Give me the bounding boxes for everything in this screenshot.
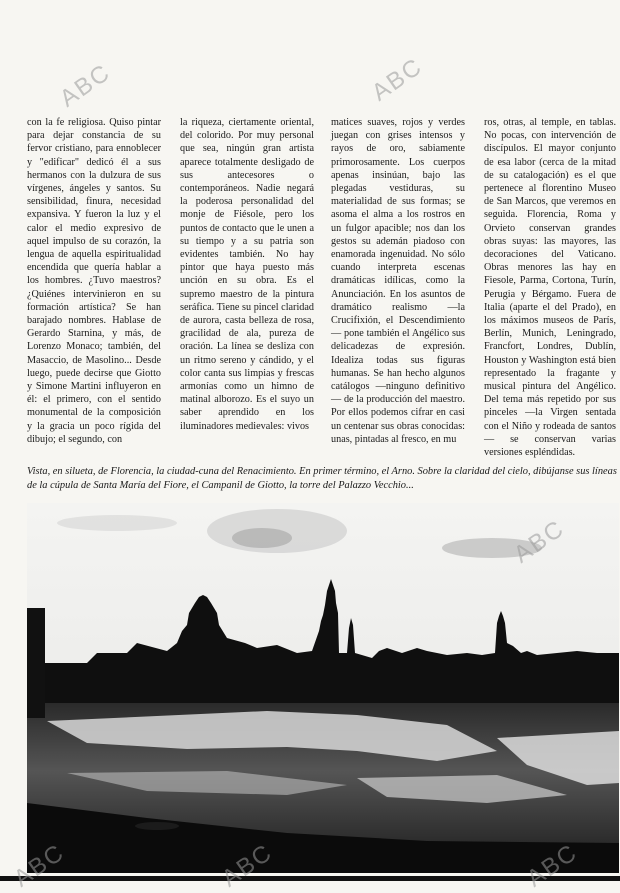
- article-column-4: ros, otras, al temple, en tablas. No pocas, con intervención de discípulos. El mayor conjunto de esa labor (cerca de la mitad de su catalogación) es el que pertenece al florentino Museo de San Marcos, que veremos en seguida. Florencia, Roma y Orvieto conservan grandes obras suyas: las mayores, las decoraciones del Vaticano. Obras menores las hay en Fiesole, Parma, Cortona, Turín, Perugia y Bérgamo. Fuera de Italia (aparte el del Prado), en los máximos museos de París, Berlín, Munich, Leningrado, Francfort, Londres, Dublín, Houston y Washington está bien representado la fragante y musical pintura del Angélico. Del tema más repetido por sus pinceles —la Virgen sentada con el Niño y rodeada de santos— se conservan varias versiones espléndidas.: [484, 117, 616, 459]
- photo-caption: Vista, en silueta, de Florencia, la ciudad-cuna del Renacimiento. En primer término, el Arno. Sobre la claridad del cielo, dibújanse sus líneas de la cúpula de Santa María del Fiore, el Campanil de Giotto, la torre del Palazzo Vecchio...: [27, 466, 617, 491]
- boat: [135, 822, 179, 830]
- cloud: [57, 515, 177, 531]
- cloud: [232, 528, 292, 548]
- left-tower: [27, 608, 45, 718]
- article-column-1: con la fe religiosa. Quiso pintar para dejar constancia de su fervor cristiano, para ennoblecer y "edificar" dedicó él a sus hermanos con la dulzura de sus vírgenes, ángeles y santos. Su sensibilidad, finura, necesidad expansiva. Y fueron la luz y el calor el medio expresivo de aquel impulso de su corazón, la lengua de aquella espiritualidad encendida que quería hablar a los hombres. ¿Tuvo maestros? ¿Quiénes intervinieron en su formación artística? Se han barajado nombres. Hablase de Gerardo Starnina, y más, de Lorenzo Monaco; también, del Masaccio, de Masolino... Desde luego, puede decirse que Giotto y Simone Martini influyeron en él: el primero, con el sentido monumental de la composición y la gracia un poco rígida del dibujo; el segundo, con: [27, 117, 161, 445]
- watermark: ABC: [508, 514, 570, 569]
- article-column-2: la riqueza, ciertamente oriental, del colorido. Por muy personal que sea, ningún gran artista aparece totalmente desligado de sus antecesores o contemporáneos. Nadie negará la poderosa personalidad del monje de Fiésole, pero los puntos de contacto que le unen a su tiempo y a su patria son evidentes también. No hay pintor que haya puesto más unción en su obra. Es el supremo maestro de la pintura seráfica. Tiene su pincel claridad de aurora, casta belleza de rosa, gracilidad de ala, pureza de oración. La línea se desliza con un ritmo sereno y cándido, y el color canta sus limpias y frescas armonías como un himno de matinal alborozo. Es el suyo un saber aprendido en los iluminadores medievales: vivos: [180, 117, 314, 432]
- watermark: ABC: [216, 838, 278, 893]
- watermark: ABC: [8, 838, 70, 893]
- article-column-3: matices suaves, rojos y verdes juegan con grises intensos y rayos de oro, sabiamente primorosamente. Los cuerpos apenas insinúan, bajo las plegadas vestiduras, su materialidad de sus formas; se asoma el alma a los rostros en un fulgor apacible; nos dan los gestos su ademán piadoso con enamorada ingenuidad. No sólo cuando interpreta escenas dramáticas idílicas, como la Anunciación. En los asuntos de dramático realismo —la Crucifixión, el Descendimiento— pone también el Angélico sus delicadezas de expresión. Idealiza todas sus figuras humanas. Se han hecho algunos catálogos —ninguno definitivo— de la producción del maestro. Por ellos podemos cifrar en casi un centenar sus obras conocidas: unas, pintadas al fresco, en mu: [331, 117, 465, 445]
- watermark: ABC: [54, 58, 116, 113]
- watermark: ABC: [521, 838, 583, 893]
- watermark: ABC: [366, 52, 428, 107]
